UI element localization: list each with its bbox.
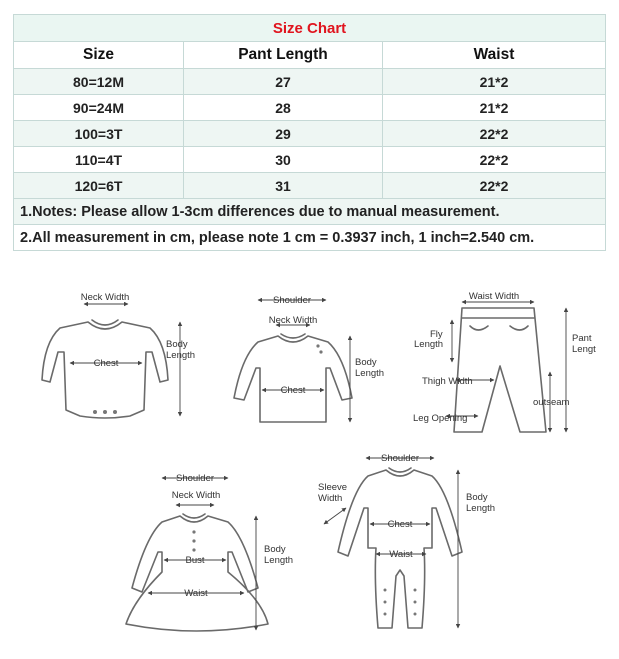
romper-shoulder-label: Shoulder [380, 453, 420, 464]
bodysuit-neck-width-label: Neck Width [80, 292, 130, 303]
cell-pant-length: 28 [184, 95, 383, 121]
cell-size: 80=12M [14, 69, 184, 95]
romper-sleeve-width-label-2: Width [318, 493, 343, 504]
pants-fly-length-label: Fly [430, 329, 443, 340]
cell-pant-length: 30 [184, 147, 383, 173]
header-size: Size [14, 42, 184, 69]
bodysuit-collar [92, 320, 118, 325]
pants-pocket-right [510, 326, 528, 330]
pants-pant-length-label-2: Lengt [572, 344, 596, 355]
shirt-collar [281, 334, 305, 338]
dress-waist-label: Waist [184, 588, 208, 599]
pants-outline [454, 308, 546, 432]
cell-size: 120=6T [14, 173, 184, 199]
cell-size: 100=3T [14, 121, 184, 147]
cell-waist: 22*2 [383, 121, 606, 147]
pants-outseam-label: outseam [533, 397, 570, 408]
cell-waist: 21*2 [383, 95, 606, 121]
bodysuit-body-length-label-2: Length [166, 350, 196, 361]
romper-sleeve-width-label: Sleeve [318, 482, 348, 493]
bodysuit-outline [42, 322, 168, 418]
pants-fly-length-label-2: Length [414, 339, 444, 350]
dress-body-length-label-2: Length [264, 555, 294, 566]
dress-outline [126, 516, 268, 631]
romper-body-length-label: Body [466, 492, 488, 503]
dress-diagram [126, 473, 293, 631]
shirt-shoulder-label: Shoulder [272, 295, 312, 306]
dress-neck-width-label: Neck Width [171, 490, 221, 501]
shirt-neck-width-label: Neck Width [268, 315, 318, 326]
romper-collar [389, 468, 411, 472]
pants-pocket-left [470, 326, 488, 330]
table-title: Size Chart [14, 15, 606, 42]
shirt-body-length-label-2: Length [355, 368, 385, 379]
bodysuit-diagram [42, 292, 195, 418]
romper-diagram [318, 453, 495, 628]
romper-waist-label: Waist [389, 549, 413, 560]
note-text: 2.All measurement in cm, please note 1 cm = 0.3937 inch, 1 inch=2.540 cm. [14, 225, 606, 251]
header-waist: Waist [383, 42, 606, 69]
cell-pant-length: 29 [184, 121, 383, 147]
cell-waist: 22*2 [383, 147, 606, 173]
cell-waist: 22*2 [383, 173, 606, 199]
bodysuit-chest-label: Chest [93, 358, 119, 369]
romper-chest-label: Chest [387, 519, 413, 530]
dress-bust-label: Bust [185, 555, 205, 566]
shirt-outline [234, 336, 352, 422]
pants-thigh-width-label: Thigh Width [422, 376, 473, 387]
header-pant-length: Pant Length [184, 42, 383, 69]
cell-pant-length: 27 [184, 69, 383, 95]
shirt-diagram [234, 295, 384, 422]
shirt-chest-label: Chest [280, 385, 306, 396]
bodysuit-body-length-label: Body [166, 339, 188, 350]
romper-body-length-label-2: Length [466, 503, 496, 514]
pants-leg-opening-label: Leg Opening [413, 413, 468, 424]
dress-shoulder-label: Shoulder [175, 473, 215, 484]
cell-pant-length: 31 [184, 173, 383, 199]
dress-body-length-label: Body [264, 544, 286, 555]
pants-diagram [413, 291, 596, 432]
dress-collar [183, 514, 205, 518]
pants-pant-length-label: Pant [572, 333, 592, 344]
note-text: 1.Notes: Please allow 1-3cm differences due to manual measurement. [14, 199, 606, 225]
cell-waist: 21*2 [383, 69, 606, 95]
pants-waist-width-label: Waist Width [468, 291, 520, 302]
shirt-body-length-label: Body [355, 357, 377, 368]
cell-size: 90=24M [14, 95, 184, 121]
cell-size: 110=4T [14, 147, 184, 173]
